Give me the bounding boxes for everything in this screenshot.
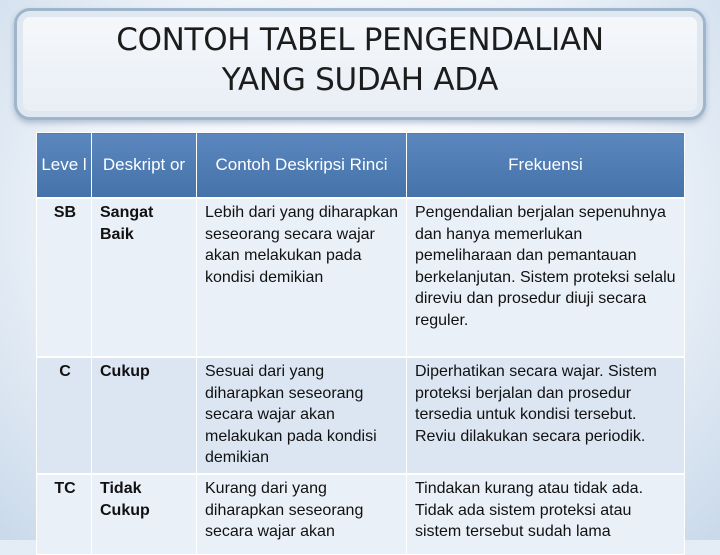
page-title-line-2: YANG SUDAH ADA [221,62,499,98]
cell-level: C [37,357,92,474]
cell-contoh: Sesuai dari yang diharapkan seseorang secara wajar akan melakukan pada kondisi demikian [197,357,407,474]
table-row [37,198,685,357]
cell-contoh: Lebih dari yang diharapkan seseorang secara wajar akan melakukan pada kondisi demikian [197,198,407,357]
cell-deskriptor: Sangat Baik [92,198,197,357]
cell-deskriptor: Cukup [92,357,197,474]
cell-frekuensi: Pengendalian berjalan sepenuhnya dan hanya memerlukan pemeliharaan dan pemantauan berkelanjutan. Sistem proteksi selalu direviu dan prosedur diuji secara reguler. [407,198,685,357]
cell-frekuensi: Diperhatikan secara wajar. Sistem proteksi berjalan dan prosedur tersedia untuk kondisi tersebut. Reviu dilakukan secara periodik. [407,357,685,474]
header-deskriptor: Deskript or [92,133,197,199]
control-table [36,132,685,555]
cell-frekuensi: Tindakan kurang atau tidak ada. Tidak ada sistem proteksi atau sistem tersebut sudah lama [407,474,685,554]
cell-level: TC [37,474,92,554]
page-title [14,20,706,100]
cell-contoh: Kurang dari yang diharapkan seseorang secara wajar akan [197,474,407,554]
table-row [37,357,685,474]
header-frekuensi: Frekuensi [407,133,685,199]
table-row [37,474,685,554]
table-header-row [37,133,685,199]
header-contoh-deskripsi: Contoh Deskripsi Rinci [197,133,407,199]
cell-level: SB [37,198,92,357]
cell-deskriptor: Tidak Cukup [92,474,197,554]
page-title-line-1: CONTOH TABEL PENGENDALIAN [116,22,604,58]
header-level: Leve l [37,133,92,199]
